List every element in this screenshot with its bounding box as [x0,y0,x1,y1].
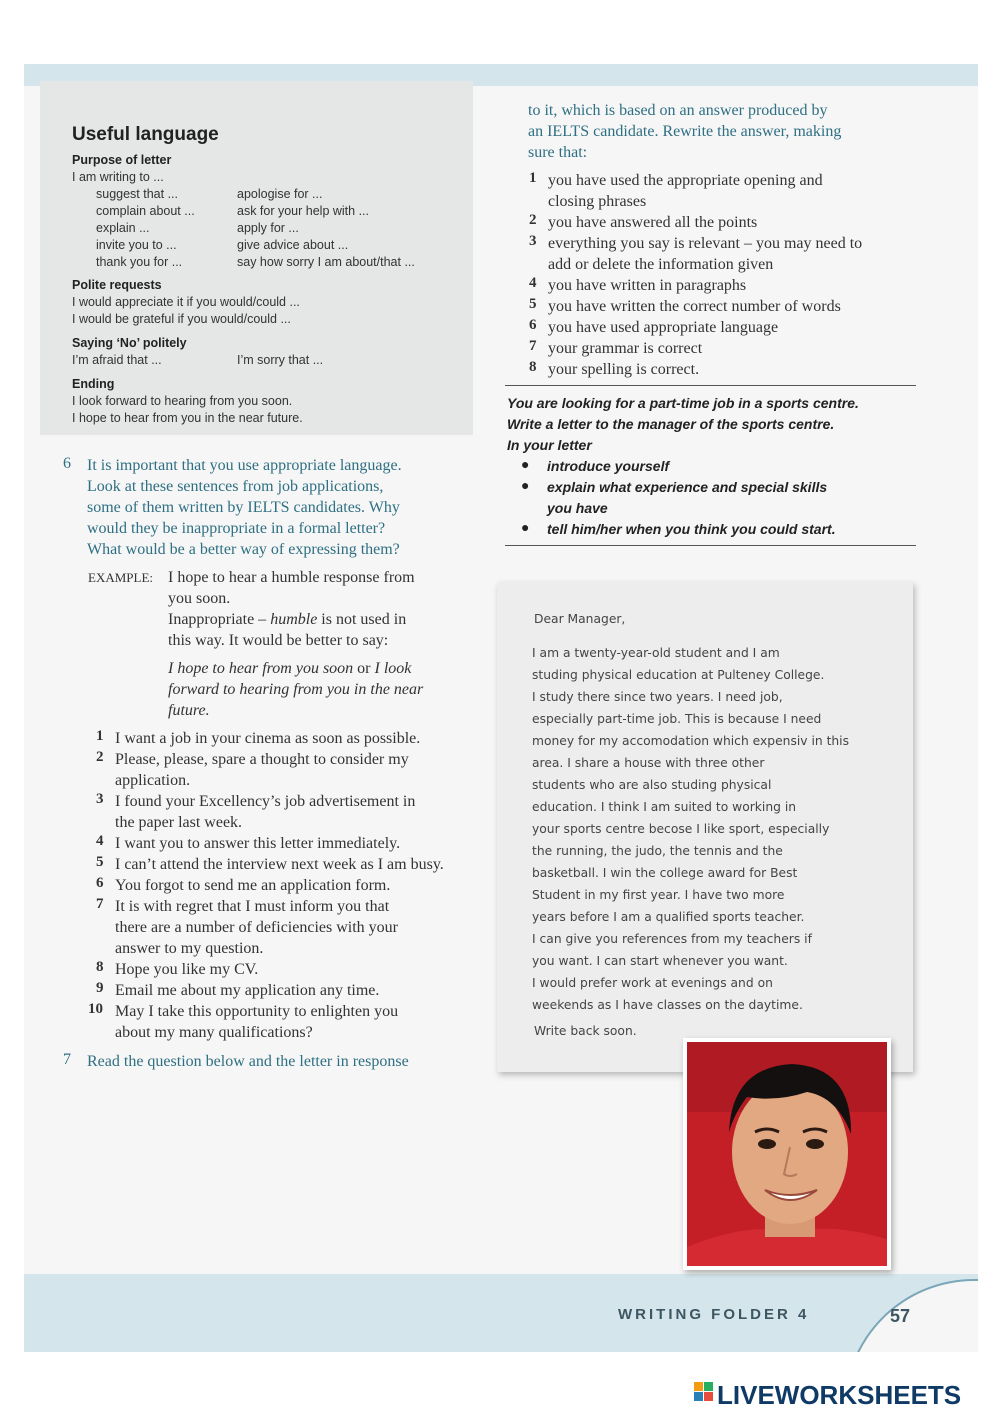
letter-line: students who are also studing physical [532,778,772,792]
q7-check-text: add or delete the information given [548,256,774,273]
q6-item-number: 9 [96,980,104,996]
q7-check-number: 6 [529,317,537,333]
q6-item-text: You forgot to send me an application form. [115,877,391,894]
q6-item-text: I can’t attend the interview next week as I am busy. [115,856,444,873]
example-explanation [168,609,406,630]
letter-line: basketball. I win the college award for Best [532,866,798,880]
q6-item-text: Hope you like my CV. [115,961,259,978]
saying-no-heading: Saying ‘No’ politely [72,336,187,350]
letter-line: education. I think I am suited to working in [532,800,797,814]
q7-check-text: you have written in paragraphs [548,277,747,294]
q6-item-number: 7 [96,896,104,912]
q6-item-text: May I take this opportunity to enlighten you [115,1003,399,1020]
better-italic: I hope to hear from you soon [168,660,354,677]
purpose-left-item: complain about ... [96,204,195,218]
q7-check-text: your spelling is correct. [548,361,700,378]
useful-language-title: Useful language [72,124,219,145]
q7-check-number: 8 [529,359,537,375]
bottom-band [24,1274,978,1352]
q6-line: It is important that you use appropriate language. [87,457,402,474]
bullet-dot: ● [521,477,530,493]
q6-number: 6 [63,455,71,472]
example-better: forward to hearing from you in the near [168,681,424,698]
ending-line: I look forward to hearing from you soon. [72,394,293,408]
q6-item-text: application. [115,772,191,789]
q7-check-number: 3 [529,233,537,249]
task-rule-top [505,385,916,386]
q6-item-number: 10 [88,1001,103,1017]
purpose-right-item: give advice about ... [237,238,349,252]
q7-check-number: 7 [529,338,537,354]
task-bullet: tell him/her when you think you could start. [547,521,836,537]
q7-check-number: 4 [529,275,537,291]
example-label: EXAMPLE: [88,570,153,585]
purpose-left-item: suggest that ... [96,187,178,201]
saying-no-left: I’m afraid that ... [72,353,162,367]
ending-line: I hope to hear from you in the near future. [72,411,303,425]
q6-item-number: 5 [96,854,104,870]
saying-no-right: I’m sorry that ... [237,353,324,367]
page-number: 57 [890,1306,911,1326]
q6-item-number: 2 [96,749,104,765]
task-bullet: explain what experience and special skills [547,479,828,495]
q6-item-number: 3 [96,791,104,807]
task-bullet: introduce yourself [547,458,670,474]
example-better: future. [168,702,210,719]
q6-line: would they be inappropriate in a formal letter? [87,520,386,537]
bullet-dot: ● [521,456,530,472]
q6-item-text: I want a job in your cinema as soon as possible. [115,730,421,747]
task-bullet: you have [547,500,608,516]
letter-line: I study there since two years. I need job, [532,690,783,704]
polite-line: I would appreciate it if you would/could ... [72,295,300,309]
q7-line: sure that: [528,144,588,161]
q7-check-text: you have answered all the points [548,214,758,231]
letter-line: Student in my first year. I have two more [532,888,785,902]
q7-check-text: everything you say is relevant – you may need to [548,235,863,252]
q6-item-number: 8 [96,959,104,975]
purpose-left-item: thank you for ... [96,255,183,269]
q6-item-text: Please, please, spare a thought to consider my [115,751,409,768]
q7-check-number: 5 [529,296,537,312]
q6-item-text: Email me about my application any time. [115,982,380,999]
q6-item-text: It is with regret that I must inform you that [115,898,390,915]
q7-check-text: your grammar is correct [548,340,703,357]
purpose-right-item: say how sorry I am about/that ... [237,255,415,269]
q6-line: some of them written by IELTS candidates. Why [87,499,400,516]
letter-line: I can give you references from my teachers if [532,932,812,946]
letter-line: your sports centre becose I like sport, especially [532,822,830,836]
writing-folder-label: WRITING FOLDER 4 [618,1306,810,1323]
portrait-illustration [687,1042,891,1270]
purpose-heading: Purpose of letter [72,153,172,167]
q6-item-number: 4 [96,833,104,849]
q6-item-text: the paper last week. [115,814,243,831]
task-rule-bottom [505,545,916,546]
q6-line: Look at these sentences from job applications, [87,478,384,495]
polite-line: I would be grateful if you would/could ... [72,312,291,326]
purpose-left-item: explain ... [96,221,150,235]
bullet-dot: ● [521,519,530,535]
q6-item-text: there are a number of deficiencies with your [115,919,398,936]
q7-line: to it, which is based on an answer produced by [528,102,828,119]
letter-greeting: Dear Manager, [534,612,626,626]
explain-text: is not used in [317,611,407,628]
purpose-right-item: ask for your help with ... [237,204,370,218]
polite-heading: Polite requests [72,278,162,292]
letter-signoff: Write back soon. [534,1024,637,1038]
q6-item-text: I found your Excellency’s job advertisement in [115,793,416,810]
q7-line: Read the question below and the letter in response [87,1053,409,1070]
task-line: Write a letter to the manager of the sports centre. [507,416,835,432]
q7-check-text: you have used appropriate language [548,319,779,336]
letter-line: I would prefer work at evenings and on [532,976,773,990]
q7-check-text: closing phrases [548,193,647,210]
better-text: or [353,660,375,677]
q7-check-number: 2 [529,212,537,228]
purpose-right-item: apply for ... [237,221,299,235]
q7-check-text: you have written the correct number of words [548,298,841,315]
explain-text: Inappropriate – [168,611,271,628]
purpose-right-item: apologise for ... [237,187,323,201]
purpose-left-item: invite you to ... [96,238,177,252]
q6-line: What would be a better way of expressing them? [87,541,400,558]
example-better [168,658,411,679]
example-explanation: this way. It would be better to say: [168,632,389,649]
letter-line: years before I am a qualified sports teacher. [532,910,805,924]
letter-line: studing physical education at Pulteney College. [532,668,825,682]
letter-line: you want. I can start whenever you want. [532,954,788,968]
q7-number: 7 [63,1051,71,1068]
q7-line: an IELTS candidate. Rewrite the answer, making [528,123,842,140]
q7-check-text: you have used the appropriate opening and [548,172,823,189]
task-line: You are looking for a part-time job in a sports centre. [507,395,859,411]
q7-check-number: 1 [529,170,537,186]
candidate-photo [683,1038,891,1270]
letter-line: I am a twenty-year-old student and I am [532,646,780,660]
letter-line: money for my accomodation which expensiv in this [532,734,850,748]
ending-heading: Ending [72,377,115,391]
better-italic: I look [374,660,412,677]
q6-item-text: about my many qualifications? [115,1024,313,1041]
q6-item-number: 6 [96,875,104,891]
example-line: you soon. [168,590,231,607]
task-line: In your letter [507,437,592,453]
q6-item-text: answer to my question. [115,940,264,957]
q6-item-number: 1 [96,728,104,744]
letter-line: weekends as I have classes on the daytime. [532,998,803,1012]
letter-line: area. I share a house with three other [532,756,765,770]
example-line: I hope to hear a humble response from [168,569,415,586]
letter-line: especially part-time job. This is because I need [532,712,822,726]
q6-item-text: I want you to answer this letter immediately. [115,835,401,852]
purpose-intro: I am writing to ... [72,170,164,184]
explain-italic: humble [270,611,318,628]
liveworksheets-brand: LIVEWORKSHEETS [717,1380,962,1410]
letter-line: the running, the judo, the tennis and the [532,844,783,858]
